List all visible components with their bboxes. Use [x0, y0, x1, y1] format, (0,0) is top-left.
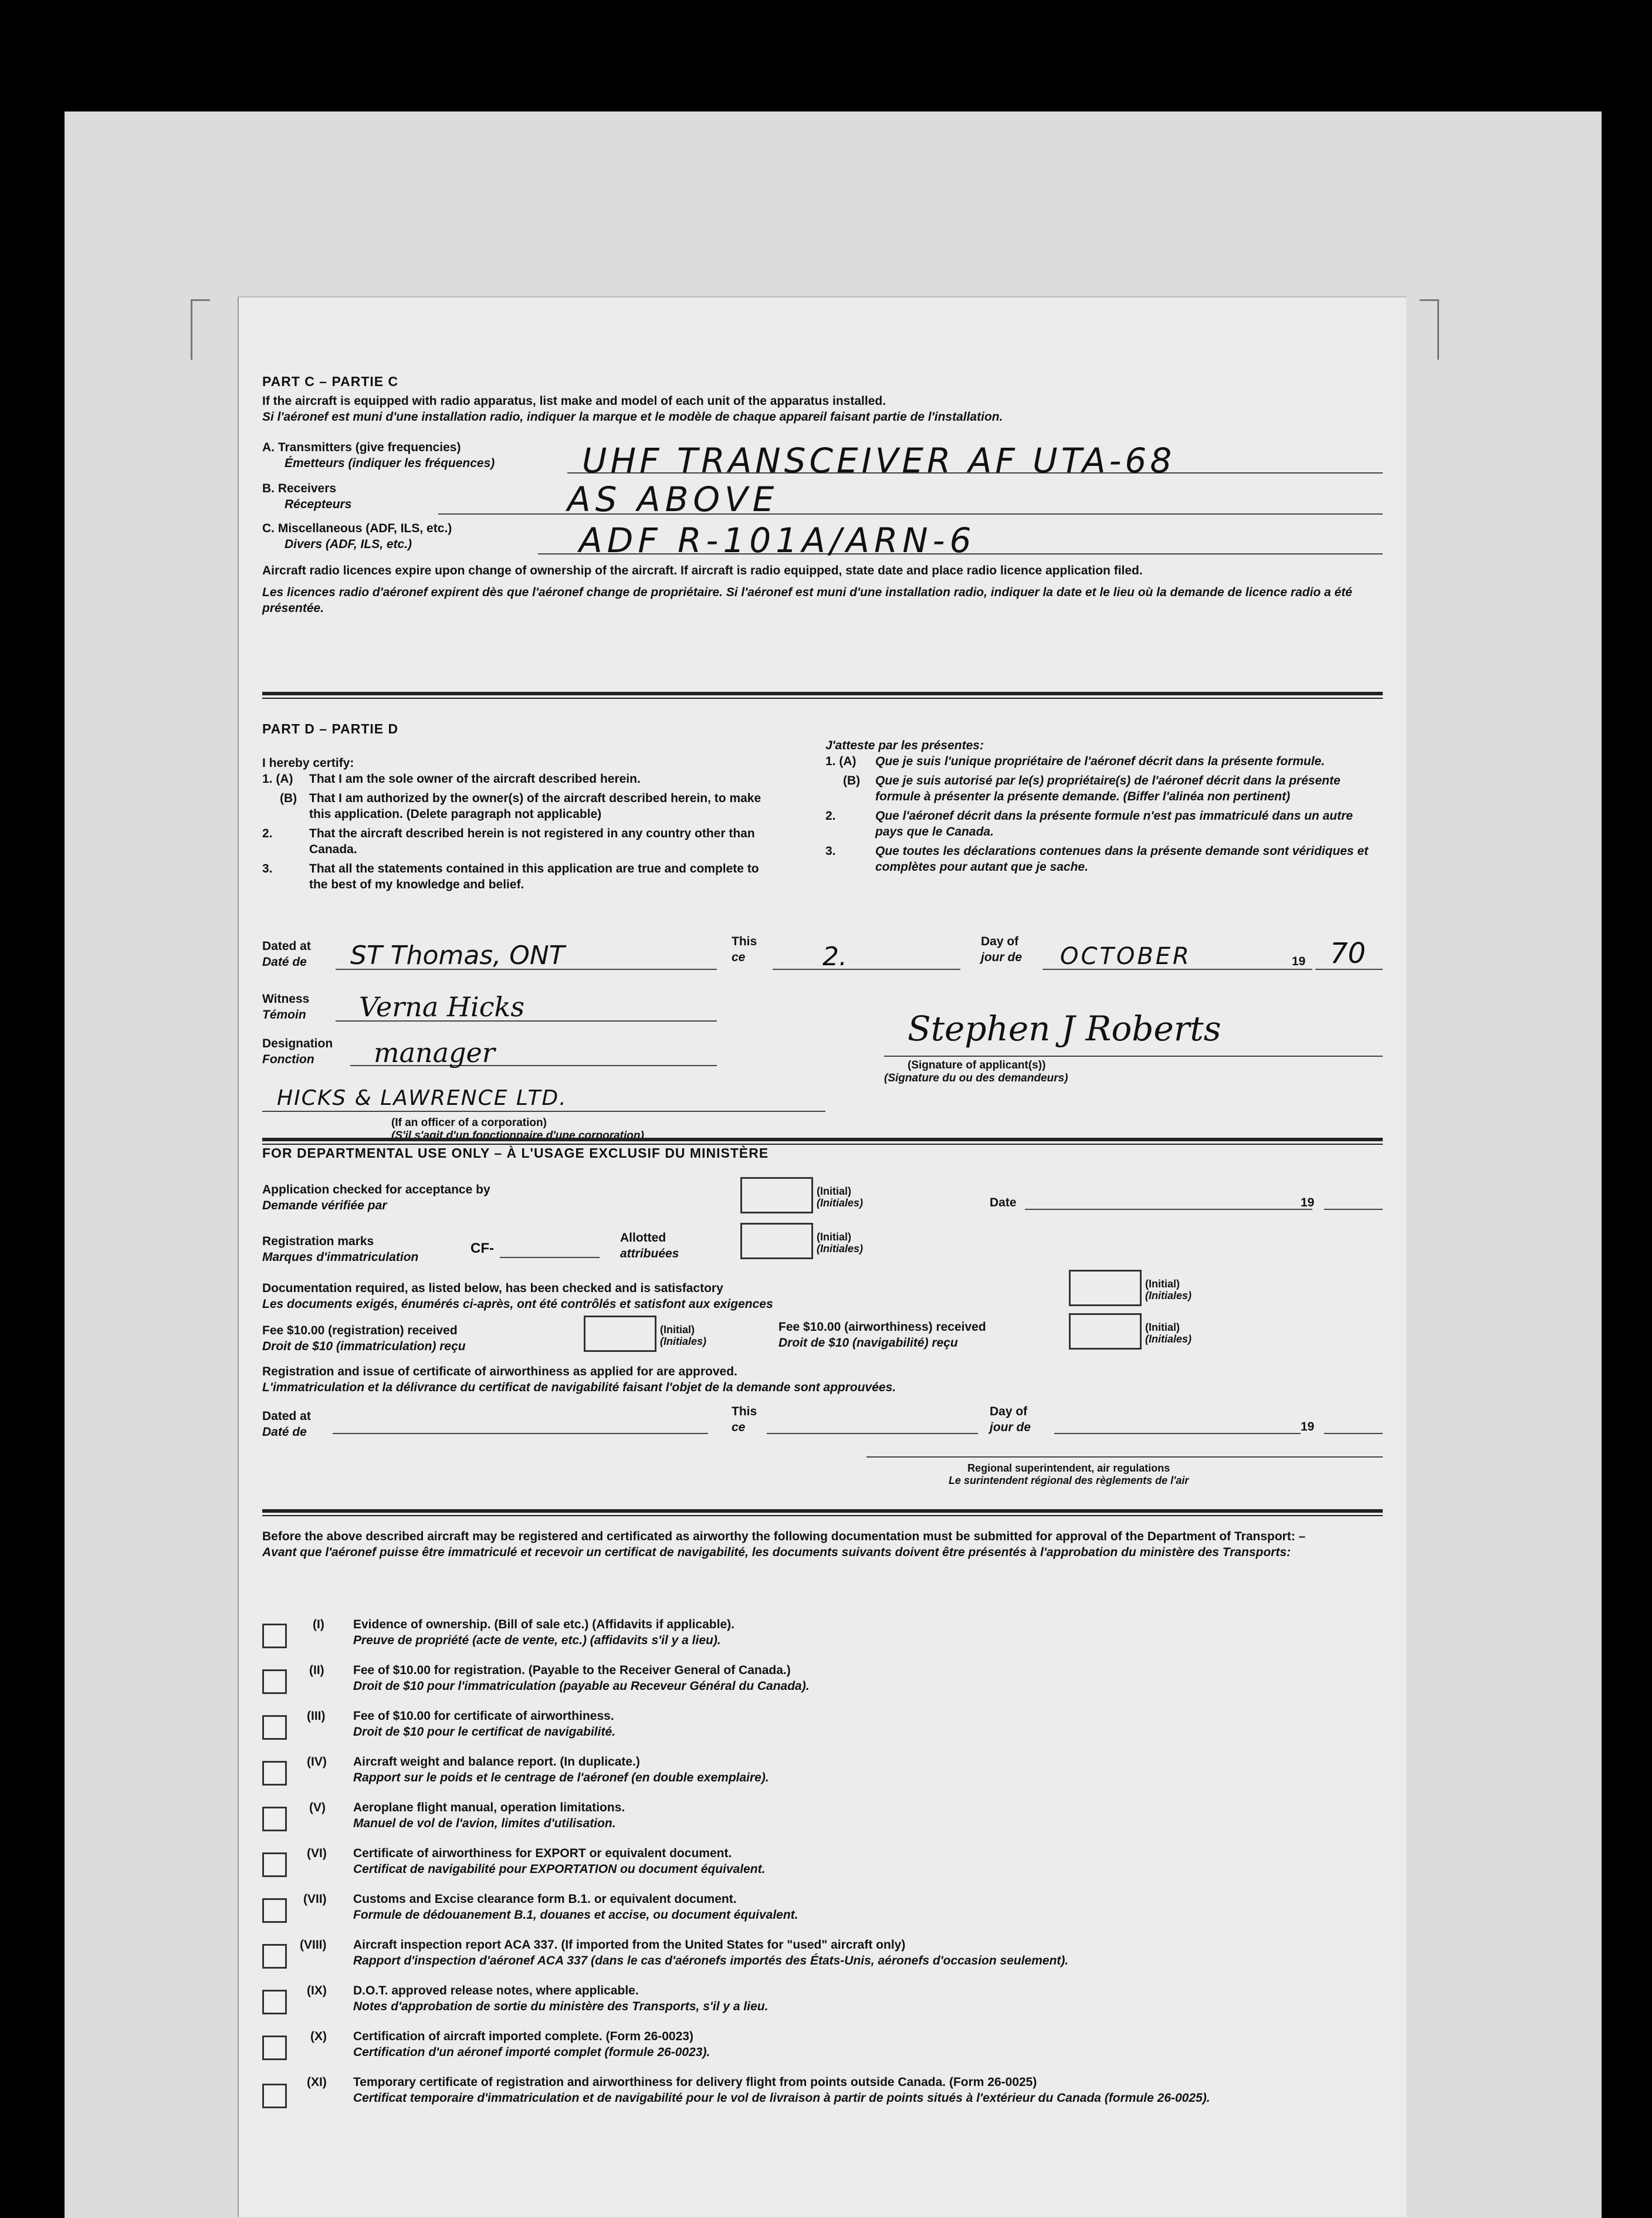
item-num: (VI) [307, 1847, 327, 1860]
initial-label-fr: (Initiales) [1145, 1333, 1192, 1345]
licence-note-en: Aircraft radio licences expire upon change of ownership of the aircraft. If aircraft is radio equipped, state date and place radio licence application filed. [262, 564, 1143, 577]
item-en: Aeroplane flight manual, operation limitations. [353, 1801, 625, 1814]
item-fr: Rapport d'inspection d'aéronef ACA 337 (dans le cas d'aéronefs importés des États-Unis, aéronefs d'occasion seulement). [353, 1954, 1069, 1967]
item-fr: Droit de $10 pour le certificat de navigabilité. [353, 1725, 615, 1739]
corporation-field[interactable]: HICKS & LAWRENCE LTD. [277, 1086, 567, 1110]
item-num: (XI) [307, 2075, 327, 2089]
dept-this-line[interactable] [767, 1433, 978, 1434]
list-item [262, 1754, 1383, 1798]
fee-air-initial-box[interactable] [1069, 1313, 1142, 1350]
corner-mark [1420, 299, 1439, 360]
misc-field[interactable]: ADF R-101A/ARN-6 [579, 520, 976, 560]
certify-heading-en: I hereby certify: [262, 756, 354, 770]
approved-en: Registration and issue of certificate of airworthiness as applied for are approved. [262, 1365, 737, 1378]
item-fr: Formule de dédouanement B.1, douanes et accise, ou document équivalent. [353, 1908, 798, 1922]
receivers-row [262, 479, 1383, 519]
certify-list-fr [825, 753, 1383, 875]
item-num: (III) [307, 1709, 326, 1723]
approved-fr: L'immatriculation et la délivrance du certificat de navigabilité faisant l'objet de la demande sont approuvées. [262, 1381, 896, 1394]
item-checkbox[interactable] [262, 2084, 287, 2108]
list-item [262, 2028, 1383, 2073]
transmitters-row [262, 439, 1383, 481]
initial-label: (Initial) [1145, 1321, 1180, 1333]
item-en: Fee of $10.00 for certificate of airworthiness. [353, 1709, 614, 1723]
initial-box[interactable] [740, 1177, 813, 1213]
dept-dated-at-label: Dated at [262, 1409, 311, 1423]
signature-note-en: (Signature of applicant(s)) [908, 1059, 1046, 1071]
fee-row [262, 1313, 1383, 1354]
part-c-intro-en: If the aircraft is equipped with radio apparatus, list make and model of each unit of the apparatus installed. [262, 394, 886, 408]
item-num: (VIII) [300, 1938, 327, 1952]
dated-at-field[interactable]: ST Thomas, ONT [350, 941, 565, 971]
item-num: (IX) [307, 1984, 327, 1997]
dept-dated-at-line[interactable] [333, 1433, 708, 1434]
item-num: 2. [262, 827, 273, 840]
initial-label-fr: (Initiales) [1145, 1290, 1192, 1301]
item-num: 1. (A) [262, 772, 293, 786]
receivers-field[interactable]: AS ABOVE [567, 479, 779, 519]
corporation-note-fr: (S'il s'agit d'un fonctionnaire d'une corporation) [391, 1130, 644, 1142]
item-checkbox[interactable] [262, 1715, 287, 1740]
receivers-label-fr: Récepteurs [285, 498, 352, 511]
item-num: (I) [313, 1618, 324, 1631]
receivers-label: B. Receivers [262, 482, 337, 495]
certify-fr [825, 738, 1383, 875]
fee-reg-label: Fee $10.00 (registration) received [262, 1324, 458, 1337]
form-page [238, 296, 1406, 2217]
fee-reg-label-fr: Droit de $10 (immatriculation) reçu [262, 1340, 466, 1353]
year-line [1324, 1209, 1383, 1210]
dept-day-of-label-fr: jour de [990, 1421, 1031, 1434]
item-checkbox[interactable] [262, 1990, 287, 2014]
year-prefix: 19 [1292, 955, 1306, 968]
this-field[interactable]: 2. [822, 942, 847, 972]
item-en: Customs and Excise clearance form B.1. or equivalent document. [353, 1892, 737, 1906]
list-item [262, 1800, 1383, 1844]
cf-prefix: CF- [470, 1240, 494, 1256]
licence-note-fr: Les licences radio d'aéronef expirent dès que l'aéronef change de propriétaire. Si l'aéronef est muni d'une installation radio, indiquer la date et le lieu où la demande de licence radio a été présentée. [262, 586, 1352, 615]
dated-row [262, 935, 1383, 979]
docs-initial-box[interactable] [1069, 1270, 1142, 1306]
transmitters-label-fr: Émetteurs (indiquer les fréquences) [285, 457, 495, 470]
item-checkbox[interactable] [262, 1944, 287, 1969]
day-of-label: Day of [981, 935, 1019, 948]
dept-dated-row [262, 1404, 1383, 1445]
item-text: Que toutes les déclarations contenues dans la présente demande sont véridiques et complètes pour autant que je sache. [875, 844, 1369, 874]
superintendent-block [866, 1456, 1383, 1497]
item-checkbox[interactable] [262, 1761, 287, 1786]
signature-line [884, 1056, 1383, 1057]
certify-heading-fr: J'atteste par les présentes: [825, 739, 984, 752]
divider [262, 1138, 1383, 1145]
initial-label-fr: (Initiales) [817, 1197, 864, 1209]
list-item [262, 1617, 1383, 1661]
item-checkbox[interactable] [262, 2036, 287, 2060]
list-item [262, 1845, 1383, 1890]
designation-field[interactable]: manager [374, 1037, 495, 1069]
transmitters-field[interactable]: UHF TRANSCEIVER AF UTA-68 [582, 441, 1176, 481]
superintendent-en: Regional superintendent, air regulations [967, 1462, 1170, 1474]
dated-at-label: Dated at [262, 939, 311, 953]
item-num: (VII) [303, 1892, 327, 1906]
date-line [1025, 1209, 1312, 1210]
divider [262, 1509, 1383, 1516]
departmental-section [262, 1145, 1383, 1486]
item-num: (X) [310, 2030, 327, 2043]
item-en: D.O.T. approved release notes, where applicable. [353, 1984, 639, 1997]
docs-label-fr: Les documents exigés, énumérés ci-après, ont été contrôlés et satisfont aux exigences [262, 1297, 773, 1311]
dept-this-label: This [732, 1405, 757, 1418]
designation-label-fr: Fonction [262, 1053, 314, 1066]
item-checkbox[interactable] [262, 1669, 287, 1694]
item-en: Certification of aircraft imported complete. (Form 26-0023) [353, 2030, 693, 2043]
initial-label-fr: (Initiales) [817, 1243, 864, 1255]
dept-this-label-fr: ce [732, 1421, 746, 1434]
year-prefix: 19 [1301, 1420, 1315, 1433]
item-text: That I am the sole owner of the aircraft described herein. [309, 772, 641, 786]
misc-label-fr: Divers (ADF, ILS, etc.) [285, 537, 412, 551]
reg-marks-line[interactable] [500, 1257, 600, 1258]
part-d-title: PART D – PARTIE D [262, 721, 399, 736]
list-item [262, 1708, 1383, 1753]
witness-row [262, 991, 849, 1027]
item-checkbox[interactable] [262, 1624, 287, 1648]
allotted-label-fr: attribuées [620, 1247, 679, 1260]
dated-at-label-fr: Daté de [262, 955, 307, 969]
signature-block [884, 997, 1383, 1103]
checked-row [262, 1177, 1383, 1218]
item-fr: Preuve de propriété (acte de vente, etc.) (affidavits s'il y a lieu). [353, 1634, 721, 1647]
item-text: That the aircraft described herein is not registered in any country other than Canada. [309, 827, 755, 856]
designation-label: Designation [262, 1037, 333, 1050]
list-item [262, 1891, 1383, 1936]
transmitters-label: A. Transmitters (give frequencies) [262, 441, 461, 454]
item-en: Certificate of airworthiness for EXPORT or equivalent document. [353, 1847, 732, 1860]
item-fr: Manuel de vol de l'avion, limites d'utilisation. [353, 1817, 616, 1830]
misc-row [262, 520, 1383, 560]
list-item [262, 1937, 1383, 1982]
this-label: This [732, 935, 757, 948]
reg-marks-label: Registration marks [262, 1235, 374, 1248]
docs-label: Documentation required, as listed below, has been checked and is satisfactory [262, 1282, 723, 1295]
part-c-intro-fr: Si l'aéronef est muni d'une installation radio, indiquer la marque et le modèle de chaque appareil faisant partie de l'installation. [262, 410, 1003, 424]
item-en: Temporary certificate of registration and airworthiness for delivery flight from points outside Canada. (Form 26-0025) [353, 2075, 1037, 2089]
item-fr: Notes d'approbation de sortie du ministère des Transports, s'il y a lieu. [353, 2000, 769, 2013]
year-field[interactable]: 70 [1330, 937, 1366, 970]
dept-day-of-label: Day of [990, 1405, 1028, 1418]
documentation-intro-fr: Avant que l'aéronef puisse être immatriculé et recevoir un certificat de navigabilité, les documents suivants doivent être présentés à l'approbation du ministère des Transports: [262, 1546, 1291, 1559]
item-checkbox[interactable] [262, 1898, 287, 1923]
item-num: 3. [825, 844, 836, 858]
reg-marks-label-fr: Marques d'immatriculation [262, 1250, 419, 1264]
initial-label: (Initial) [817, 1231, 851, 1243]
certify-en [262, 755, 778, 892]
list-item [262, 1662, 1383, 1707]
fee-reg-initial-box[interactable] [584, 1316, 656, 1352]
item-text: That I am authorized by the owner(s) of the aircraft described herein, to make this application. (Delete paragraph not applicable) [309, 792, 761, 821]
item-num: (II) [309, 1663, 324, 1677]
fee-air-label: Fee $10.00 (airworthiness) received [778, 1320, 986, 1334]
witness-label: Witness [262, 992, 310, 1006]
item-fr: Rapport sur le poids et le centrage de l'aéronef (en double exemplaire). [353, 1771, 769, 1784]
day-of-label-fr: jour de [981, 951, 1023, 964]
this-label-fr: ce [732, 951, 746, 964]
dept-dated-at-label-fr: Daté de [262, 1425, 307, 1439]
year-prefix: 19 [1301, 1196, 1315, 1209]
allotted-label: Allotted [620, 1231, 666, 1245]
item-fr: Certification d'un aéronef importé complet (formule 26-0023). [353, 2045, 710, 2059]
witness-field[interactable]: Verna Hicks [359, 991, 524, 1023]
dept-year-line[interactable] [1324, 1433, 1383, 1434]
item-en: Aircraft weight and balance report. (In duplicate.) [353, 1755, 640, 1769]
docs-row [262, 1270, 1383, 1311]
item-checkbox[interactable] [262, 1852, 287, 1877]
departmental-title: FOR DEPARTMENTAL USE ONLY – À L'USAGE EXCLUSIF DU MINISTÈRE [262, 1145, 769, 1161]
reg-marks-row [262, 1223, 908, 1264]
signature-field[interactable]: Stephen J Roberts [908, 1009, 1221, 1049]
initial-label: (Initial) [1145, 1278, 1180, 1290]
initial-label: (Initial) [660, 1324, 695, 1335]
corporation-note-en: (If an officer of a corporation) [391, 1117, 547, 1129]
item-en: Evidence of ownership. (Bill of sale etc.) (Affidavits if applicable). [353, 1618, 734, 1631]
item-text: Que je suis autorisé par le(s) propriétaire(s) de l'aéronef décrit dans la présente formule à présenter la présente demande. (Biffer l'alinéa non pertinent) [875, 774, 1340, 803]
list-item [262, 2074, 1383, 2139]
item-fr: Certificat temporaire d'immatriculation et de navigabilité pour le vol de livraison à partir de points situés à l'extérieur du Canada (formule 26-0025). [353, 2091, 1210, 2105]
misc-label: C. Miscellaneous (ADF, ILS, etc.) [262, 522, 452, 535]
item-num: 3. [262, 862, 273, 875]
documentation-section [262, 1529, 1383, 2105]
item-checkbox[interactable] [262, 1807, 287, 1831]
item-fr: Droit de $10 pour l'immatriculation (payable au Receveur Général du Canada). [353, 1679, 810, 1693]
item-num: 1. (A) [825, 755, 857, 768]
dept-day-of-line[interactable] [1054, 1433, 1301, 1434]
allotted-box[interactable] [740, 1223, 813, 1259]
divider [262, 692, 1383, 699]
item-num: 2. [825, 809, 836, 823]
item-fr: Certificat de navigabilité pour EXPORTATION ou document équivalent. [353, 1862, 766, 1876]
day-of-field[interactable]: OCTOBER [1060, 943, 1191, 970]
item-text: Que l'aéronef décrit dans la présente formule n'est pas immatriculé dans un autre pays que le Canada. [875, 809, 1353, 838]
item-en: Fee of $10.00 for registration. (Payable to the Receiver General of Canada.) [353, 1663, 791, 1677]
corporation-line [262, 1111, 825, 1112]
checked-label-fr: Demande vérifiée par [262, 1199, 387, 1212]
designation-row [262, 1036, 849, 1072]
list-item [262, 1983, 1383, 2027]
initial-label: (Initial) [817, 1185, 851, 1197]
witness-label-fr: Témoin [262, 1008, 306, 1022]
this-line [773, 969, 960, 970]
superintendent-line[interactable] [866, 1456, 1383, 1458]
checked-label: Application checked for acceptance by [262, 1183, 490, 1196]
fee-air-label-fr: Droit de $10 (navigabilité) reçu [778, 1336, 958, 1350]
initial-label-fr: (Initiales) [660, 1335, 707, 1347]
item-num: (IV) [307, 1755, 327, 1769]
item-en: Aircraft inspection report ACA 337. (If imported from the United States for "used" aircraft only) [353, 1938, 906, 1952]
approved-note [262, 1364, 1383, 1395]
item-num: (V) [309, 1801, 326, 1814]
superintendent-fr: Le surintendent régional des règlements de l'air [949, 1475, 1189, 1486]
date-label: Date [990, 1196, 1017, 1209]
item-num: (B) [280, 792, 297, 805]
corner-mark [191, 299, 210, 360]
part-c-section [262, 374, 1383, 615]
item-num: (B) [843, 774, 861, 787]
licence-note [262, 563, 1383, 616]
documentation-intro-en: Before the above described aircraft may be registered and certificated as airworthy the following documentation must be submitted for approval of the Department of Transport: – [262, 1530, 1306, 1543]
part-c-title: PART C – PARTIE C [262, 374, 399, 389]
part-d-section [262, 721, 1383, 1142]
signature-note-fr: (Signature du ou des demandeurs) [884, 1072, 1068, 1084]
certify-list-en [262, 771, 778, 892]
item-text: That all the statements contained in this application are true and complete to the best of my knowledge and belief. [309, 862, 759, 891]
item-text: Que je suis l'unique propriétaire de l'aéronef décrit dans la présente formule. [875, 755, 1325, 768]
